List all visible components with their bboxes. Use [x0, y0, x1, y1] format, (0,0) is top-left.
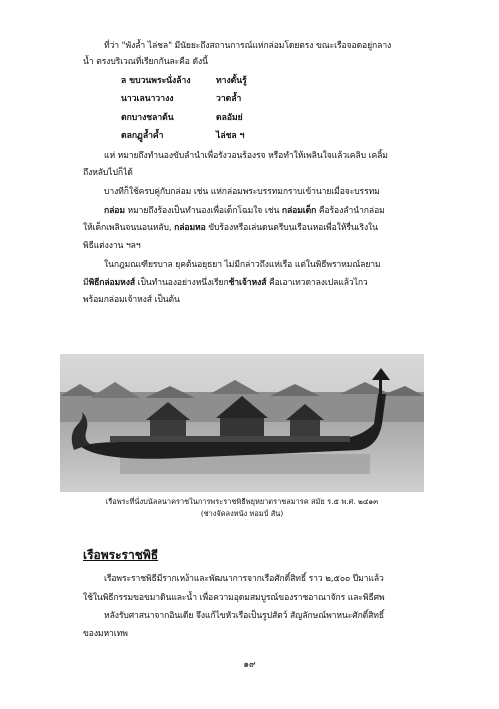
paragraph-1-line-2: น้ำ ตรงบริเวณที่เรียกกันละคือ ดังนี้	[83, 57, 208, 67]
paragraph-5-line-2-c: คือเอาเทวดาลงเปลแล้วไกว	[266, 278, 368, 288]
paragraph-5-line-3: พร้อมกล่อมเจ้าหงส์ เป็นต้น	[83, 295, 180, 305]
paragraph-4-line-2	[83, 222, 378, 234]
paragraph-4-line-1-text: หมายถึงร้องเป็นทำนองเพื่อเด็กโฉมใจ เช่น	[124, 206, 282, 216]
verse-2-right: วาดล้ำ	[216, 94, 242, 104]
verse-2-left: นาวเลนาวางง	[121, 94, 174, 104]
verse-4-right: ไล่ชล ฯ	[216, 131, 245, 141]
verse-3-left: ตกบางชลาต้น	[121, 113, 174, 123]
paragraph-2-line-1: แห่ หมายถึงทำนองขับลำนำเพื่อรังวอนร้องรจ หรือทำให้เพลินใจแล้วเคลิบ เคลิ้ม	[104, 151, 388, 161]
section-heading: เรือพระราชพิธี	[83, 548, 159, 562]
verse-4-left: ตลกฏูล้ำค้ำ	[121, 131, 164, 141]
photo-caption-line-2: (ช่างจัดลงหนัง ทอมป์ สัน)	[200, 509, 284, 518]
paragraph-4-line-2-a: ให้เด็กเพลินจนนอนหลับ,	[83, 223, 175, 233]
section-line-3: หลังรับศาสนาจากอินเดีย จึงแก้ไขหัวเรือเป็นรูปสัตว์ สัญลักษณ์พาหนะศักดิ์สิทธิ์	[104, 611, 385, 621]
term-pithi-klom-hong: พิธีกล่อมหงส์	[88, 278, 135, 288]
paragraph-4-line-3: พิธีแต่งงาน ฯลฯ	[83, 241, 141, 251]
page-number: ๑๙	[243, 660, 256, 670]
term-klom-dek: กล่อมเด็ก	[281, 206, 317, 216]
paragraph-5-line-1: ในกฎมณเฑียรบาล ยุคต้นอยุธยา ไม่มีกล่าวถึงแห่เรือ แต่ในพิธีพราหมณ์ลยาม	[104, 260, 381, 270]
verse-1-left: ล ขบวนพระนั่งล้าง	[121, 76, 191, 86]
section-line-2: ใช้ในพิธีกรรมขอขมาดินและน้ำ เพื่อความอุดมสมบูรณ์ของราชอาณาจักร และพิธีศพ	[83, 593, 385, 603]
paragraph-2-line-2: ถึงหลับไปก็ได้	[83, 168, 133, 178]
term-klom-ho: กล่อมหอ	[174, 223, 206, 233]
verse-1-right: ทางดั้นรู้	[216, 76, 247, 86]
royal-barge-photo-art	[60, 354, 424, 492]
paragraph-5-line-2	[83, 277, 368, 289]
paragraph-5-line-2-b: เป็นทำนองอย่างหนึ่งเรียก	[135, 278, 229, 288]
paragraph-4-line-1-end: คือร้องลำนำกล่อม	[316, 206, 385, 216]
photo-caption-line-1: เรือพระที่นั่งบนัลลนาคราชในการพระราชพิธีพยุหยาตราชลมารค สมัย ร.๕ พ.ศ. ๒๔๑๓	[105, 497, 379, 506]
section-line-1: เรือพระราชพิธีมีรากเหง้าและพัฒนาการจากเรือศักดิ์สิทธิ์ ราว ๒,๕๐๐ ปีมาแล้ว	[104, 574, 384, 584]
paragraph-4-line-1	[104, 205, 385, 217]
section-line-4: ของมหาเทพ	[83, 629, 128, 639]
paragraph-3-line-1: บางทีก็ใช้ครบคู่กับกล่อม เช่น แห่กล่อมพระบรรทมกราบเข้านายเมื่อจะบรรทม	[104, 187, 380, 197]
paragraph-5-line-2-a: มี	[83, 278, 89, 288]
paragraph-4-line-2-rest: ขับร้องหรือเล่นดนตรีบนเรือนหอเพื่อให้รื่นเริงใน	[205, 223, 378, 233]
term-cha-chao-hong: ช้าเจ้าหงส์	[228, 278, 267, 288]
royal-barge-photograph	[60, 354, 424, 492]
term-klom: กล่อม	[104, 206, 125, 216]
paragraph-1-line-1: ที่ว่า "พังล้ำ ไล่ชล" มีนัยยะถึงสถานการณ์แห่กล่อมโดยตรง ขณะเรือจอดอยู่กลาง	[104, 41, 392, 51]
verse-3-right: ดลอัมย่	[216, 113, 243, 123]
